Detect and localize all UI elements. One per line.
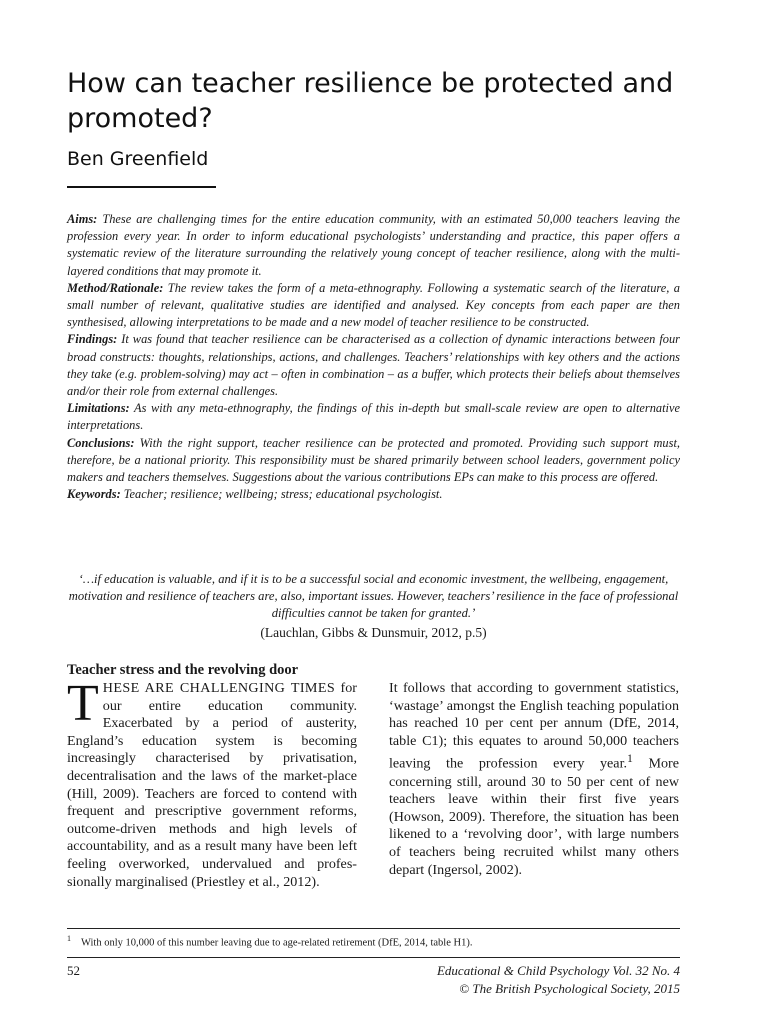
abstract-limitations xyxy=(67,400,680,434)
abstract-conclusions xyxy=(67,435,680,487)
conclusions-label: Conclusions: xyxy=(67,435,135,450)
aims-text: These are challenging times for the entire education community, with an estimated 50,000 teachers leaving the profession every year. In order to inform educational psychologists’ understanding and practice, this paper offers a systematic review of the literature surrounding the relatively young concept of teacher resilience, along with the multi-layered conditions that may promote it. xyxy=(67,212,680,278)
abstract xyxy=(67,211,680,503)
copyright-line: © The British Psychological Society, 2015 xyxy=(459,981,680,996)
footer-divider xyxy=(67,957,680,958)
footnote xyxy=(67,932,680,951)
body-column-left xyxy=(67,675,357,891)
footnote-divider xyxy=(67,928,680,929)
aims-label: Aims: xyxy=(67,212,98,226)
method-text: The review takes the form of a meta-ethnography. Following a systematic search of the literature, a small number of relevant, qualitative studies are identified and analysed. Key concepts from each paper are then synthesised, allowing interpretations to be made and a new model of teacher resilience to be constructed. xyxy=(67,280,680,330)
body-column-right xyxy=(389,680,679,879)
keywords-label: Keywords: xyxy=(67,487,121,502)
footnote-reference[interactable]: 1 xyxy=(627,752,633,766)
findings-text: It was found that teacher resilience can be characterised as a collection of dynamic interactions between four broad constructs: thoughts, relationships, actions, and challenges. Teachers’ relationships with key others and the actions they take (e.g. problem-solving) may act – often in combination – as a buffer, which protects their beliefs about themselves and/or their role from external challenges. xyxy=(67,332,680,399)
opening-smallcaps: HESE ARE CHALLENGING TIMES xyxy=(102,680,336,696)
paragraph-intro xyxy=(67,675,357,891)
epigraph-quote: ‘…if education is valuable, and if it is to be a successful social and economic investment, the wellbeing, engagement, motivation and resilience of teachers are, also, important issues. However, teachers’ resilience in the face of professional difficulties cannot be taken for granted.’ xyxy=(68,572,679,620)
conclusions-text: With the right support, teacher resilience can be protected and promoted. Providing such support must, therefore, be a national priority. This responsibility must be shared primarily between school leaders, government policy makers and teachers themselves. Suggestions about the various contributions EPs can make to this process are offered. xyxy=(67,435,680,485)
abstract-keywords xyxy=(67,486,680,503)
intro-text: for our entire education community. Exacerbated by a period of austerity, England’s education system is becoming increasingly characterised by privatisation, decentralisation and the laws of the market-place (Hill, 2009). Teachers are forced to contend with frequent and prescriptive government reforms, outcome-driven methods and high levels of accountability, and as a result many have been left feeling overworked, undervalued and profes-sionally marginalised (Priestley et al., 2012). xyxy=(67,680,357,890)
method-label: Method/Rationale: xyxy=(67,280,164,295)
limitations-text: As with any meta-ethnography, the findings of this in-depth but small-scale review are open to alternative interpretations. xyxy=(67,401,680,433)
findings-label: Findings: xyxy=(67,332,118,347)
limitations-label: Limitations: xyxy=(67,401,130,416)
author-name: Ben Greenfield xyxy=(67,148,209,170)
journal-line: Educational & Child Psychology Vol. 32 No. 4 xyxy=(436,963,680,978)
footnote-marker: 1 xyxy=(67,934,71,943)
paragraph-wastage xyxy=(389,680,679,879)
abstract-findings xyxy=(67,331,680,400)
section-heading: Teacher stress and the revolving door xyxy=(67,662,299,678)
title-divider xyxy=(67,186,216,188)
footnote-text: With only 10,000 of this number leaving due to age-related retirement (DfE, 2014, table H1). xyxy=(81,937,473,949)
abstract-method xyxy=(67,280,680,332)
wastage-text-b: More concerning still, around 30 to 50 per cent of new teachers leave within their first five years (Howson, 2009). Therefore, the situation has been likened to a ‘revolving door’, with large numbers of teachers being recruited whilst many others depart (Ingersol, 2002). xyxy=(389,756,679,878)
keywords-text: Teacher; resilience; wellbeing; stress; educational psychologist. xyxy=(120,487,443,502)
article-title: How can teacher resilience be protected and promoted? xyxy=(67,68,674,134)
drop-cap: T xyxy=(67,675,99,732)
page-number: 52 xyxy=(67,963,80,978)
epigraph-citation: (Lauchlan, Gibbs & Dunsmuir, 2012, p.5) xyxy=(260,625,487,640)
journal-info xyxy=(437,962,680,998)
abstract-aims xyxy=(67,211,680,280)
wastage-text-a: It follows that according to government statistics, ‘wastage’ amongst the English teaching population has reached 10 per cent per annum (DfE, 2014, table C1); this equates to around 50,000 teachers leaving the profession every year. xyxy=(389,680,679,773)
